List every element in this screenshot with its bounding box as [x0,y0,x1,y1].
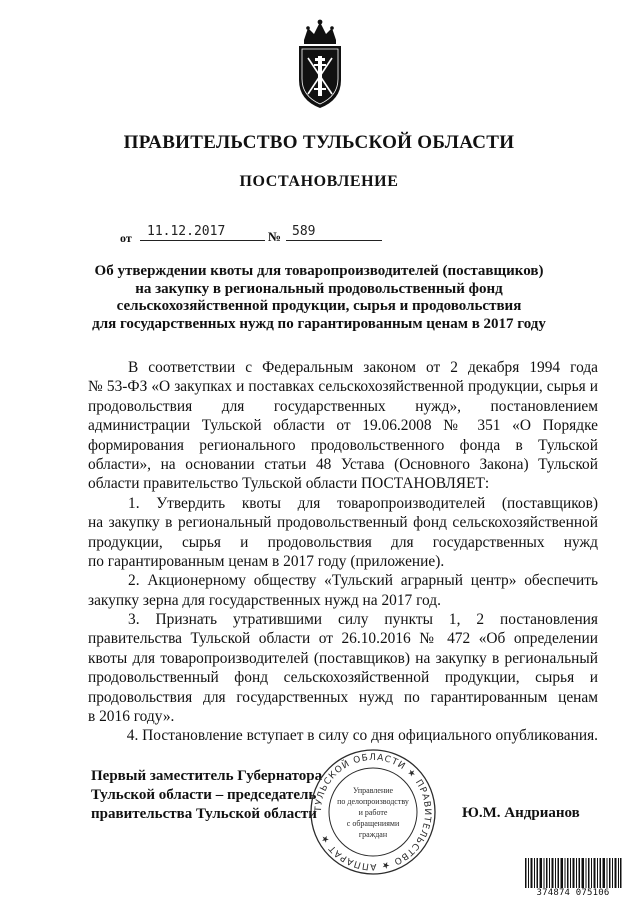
text-line: в 2016 году». [88,708,175,726]
signatory-position [91,767,322,824]
text-line: 2. Акционерному обществу «Тульский аграрный центр» обеспечить [128,572,598,590]
stamp-center-line: по делопроизводству [337,797,409,806]
date-underline [140,240,265,241]
text-line: В соответствии с Федеральным законом от 2 декабря 1994 года [128,359,598,376]
stamp-center-line: и работе [358,808,388,817]
heading-line: сельскохозяйственной продукции, сырья и продовольствия [116,298,522,314]
heading-line: для государственных нужд по гарантированным ценам в 2017 году [92,315,546,332]
text-line: продукции, сырья и продовольствия для государственных нужд [88,533,598,551]
stamp-ring-text: ТУЛЬСКОЙ ОБЛАСТИ ★ ПРАВИТЕЛЬСТВО ★ АППАРАТ ★ [313,752,433,872]
item-4-paragraph [88,726,598,745]
document-date: 11.12.2017 [147,224,226,239]
text-line: правительства Тульской области от 26.10.2016 № 472 «Об определении [88,630,598,648]
stamp-center-line: Управление [352,786,394,795]
text-line: на закупку в региональный продовольственный фонд сельскохозяйственной [88,514,598,532]
intro-paragraph [88,358,598,494]
text-line: закупку зерна для государственных нужд на 2017 год. [88,591,441,609]
document-body [88,358,598,746]
number-label: № [268,229,282,244]
text-line: области правительство Тульской области ПОСТАНОВЛЯЕТ: [88,475,490,493]
heading-line: Об утверждении квоты для товаропроизводителей (поставщиков) [94,263,544,279]
item-3-paragraph [88,610,598,726]
stamp-center-line: граждан [358,830,388,839]
text-line: 1. Утвердить квоты для товаропроизводителей (поставщиков) [128,494,598,512]
date-label: от [120,231,132,245]
text-line: области», на основании статьи 48 Устава (Основного Закона) Тульской [88,455,598,473]
position-line: Тульской области – председатель [91,787,317,803]
item-1-paragraph [88,494,598,572]
text-line: 4. Постановление вступает в силу со дня официального опубликования. [126,727,598,745]
text-line: 3. Признать утратившими силу пункты 1, 2 постановления [128,611,598,629]
text-line: формирования регионального продовольственного фонда в Тульской [88,436,598,454]
position-line: правительства Тульской области [91,806,317,822]
item-2-paragraph [88,571,598,610]
text-line: по гарантированным ценам в 2017 году (приложение). [88,552,445,570]
stamp-center-line: с обращениями [346,819,400,828]
text-line: квоты для товаропроизводителей (поставщиков) на закупку в региональный [88,649,598,667]
position-line: Первый заместитель Губернатора [91,768,323,784]
heading-line: на закупку в региональный продовольственный фонд [135,280,503,297]
coat-of-arms-emblem [294,18,346,110]
text-line: продовольственный фонд сельскохозяйственной продукции, сырья и [88,669,598,687]
number-underline [286,240,382,241]
government-title: ПРАВИТЕЛЬСТВО ТУЛЬСКОЙ ОБЛАСТИ [123,132,515,153]
text-line: администрации Тульской области от 19.06.2008 № 351 «О Порядке [88,417,598,435]
text-line: № 53-ФЗ «О закупках и поставках сельскохозяйственной продукции, сырья и [88,378,598,396]
document-type: ПОСТАНОВЛЕНИЕ [239,173,399,190]
barcode-number: 374874 075106 [524,888,622,898]
text-line: продовольствия для государственных нужд по гарантированным ценам [88,688,598,706]
document-heading [60,263,578,333]
official-stamp [308,747,438,877]
text-line: продовольствия для государственных нужд», постановлением [88,397,598,415]
signatory-name: Ю.М. Андрианов [462,805,580,821]
document-number: 589 [292,224,316,239]
